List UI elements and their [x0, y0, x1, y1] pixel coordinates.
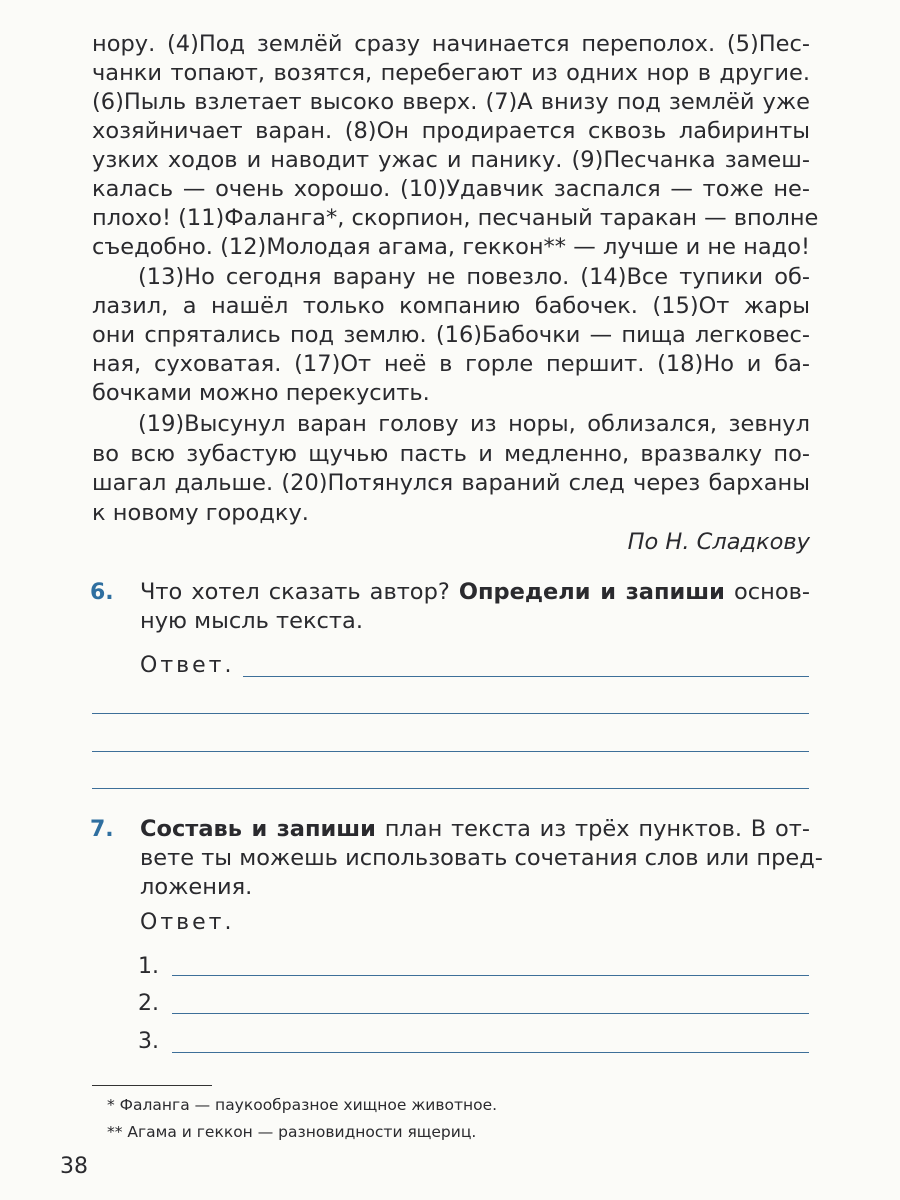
answer-line[interactable] — [92, 713, 809, 714]
text-line: нору. (4)Под землёй сразу начинается переполох. (5)Пес- — [92, 31, 810, 57]
text-line: (13)Но сегодня варану не повезло. (14)Все тупики об- — [138, 264, 810, 290]
author-attribution: По Н. Сладкову — [627, 529, 810, 555]
plan-answer-line[interactable] — [172, 1013, 809, 1014]
plan-answer-line[interactable] — [172, 975, 809, 976]
footnote: * Фаланга — паукообразное хищное животное. — [107, 1096, 498, 1114]
task-prompt-line: Что хотел сказать автор? Определи и запиши основ- — [140, 579, 810, 605]
answer-line[interactable] — [92, 788, 809, 789]
text-line: калась — очень хорошо. (10)Удавчик заспался — тоже не- — [92, 176, 810, 202]
plan-answer-line[interactable] — [172, 1052, 809, 1053]
task-prompt-line: ложения. — [140, 874, 253, 900]
task-prompt-line: вете ты можешь использовать сочетания слов или пред- — [140, 845, 823, 871]
task-instruction: Определи и запиши — [458, 579, 725, 605]
text-line: съедобно. (12)Молодая агама, геккон** — лучше и не надо! — [92, 234, 810, 260]
text-line: шагал дальше. (20)Потянулся вараний след через барханы — [92, 470, 810, 496]
answer-line[interactable] — [92, 751, 809, 752]
text-line: чанки топают, возятся, перебегают из одних нор в другие. — [92, 60, 810, 86]
plan-item-number: 1. — [138, 954, 159, 979]
answer-label: Ответ. — [140, 653, 235, 678]
text-line: лазил, а нашёл только компанию бабочек. (15)От жары — [92, 293, 810, 319]
text-line: бочками можно перекусить. — [92, 380, 430, 406]
page-number: 38 — [60, 1154, 88, 1179]
footnote: ** Агама и геккон — разновидности ящериц. — [107, 1123, 477, 1141]
text-line: (6)Пыль взлетает высоко вверх. (7)А внизу под землёй уже — [92, 89, 810, 115]
plan-item-number: 3. — [138, 1029, 159, 1054]
answer-line[interactable] — [243, 676, 809, 677]
footnote-divider — [92, 1085, 212, 1086]
task-number: 6. — [90, 580, 114, 605]
text-line: к новому городку. — [92, 500, 309, 526]
task-number: 7. — [90, 817, 114, 842]
plan-item-number: 2. — [138, 991, 159, 1016]
text-line: во всю зубастую щучью пасть и медленно, вразвалку по- — [92, 441, 810, 467]
answer-label: Ответ. — [140, 910, 235, 935]
task-prompt-line: Составь и запиши план текста из трёх пунктов. В от- — [140, 816, 810, 842]
text-line: узких ходов и наводит ужас и панику. (9)Песчанка замеш- — [92, 147, 810, 173]
text-line: ная, суховатая. (17)От неё в горле першит. (18)Но и ба- — [92, 351, 810, 377]
text-line: они спрятались под землю. (16)Бабочки — пища легковес- — [92, 322, 810, 348]
task-instruction: Составь и запиши — [140, 816, 376, 842]
text-line: хозяйничает варан. (8)Он продирается сквозь лабиринты — [92, 118, 810, 144]
text-line: (19)Высунул варан голову из норы, облизался, зевнул — [138, 411, 810, 437]
text-line: плохо! (11)Фаланга*, скорпион, песчаный таракан — вполне — [92, 205, 819, 231]
task-prompt-line: ную мысль текста. — [140, 608, 363, 634]
